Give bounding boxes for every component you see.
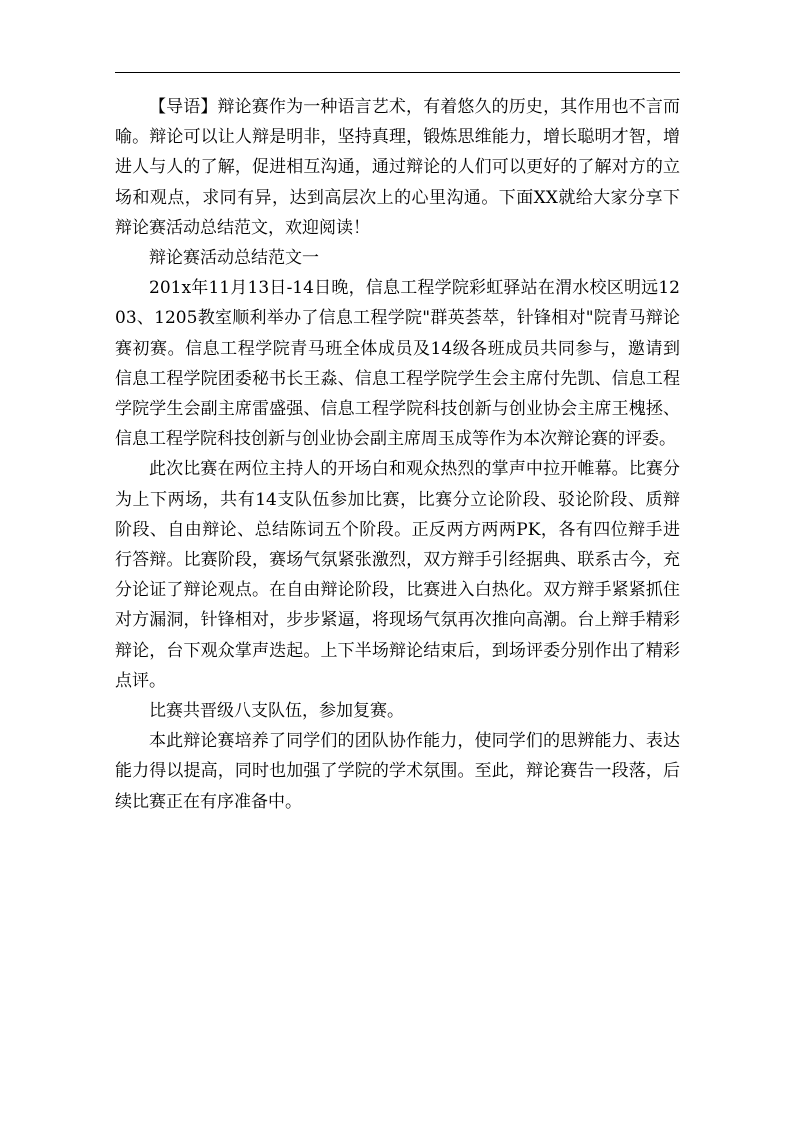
body-paragraph: 本此辩论赛培养了同学们的团队协作能力，使同学们的思辨能力、表达能力得以提高，同时也加强了学院的学术氛围。至此，辩论赛告一段落，后续比赛正在有序准备中。	[115, 731, 680, 812]
intro-paragraph: 【导语】辩论赛作为一种语言艺术，有着悠久的历史，其作用也不言而喻。辩论可以让人辩是明非，坚持真理，锻炼思维能力，增长聪明才智，增进人与人的了解，促进相互沟通，通过辩论的人们可以更好的了解对方的立场和观点，求同有异，达到高层次上的心里沟通。下面XX就给大家分享下辩论赛活动总结范文，欢迎阅读！	[115, 97, 680, 238]
body-paragraph: 201x年11月13日-14日晚，信息工程学院彩虹驿站在渭水校区明远1203、1205教室顺利举办了信息工程学院"群英荟萃，针锋相对"院青马辩论赛初赛。信息工程学院青马班全体成员及14级各班成员共同参与，邀请到信息工程学院团委秘书长王淼、信息工程学院学生会主席付先凯、信息工程学院学生会副主席雷盛强、信息工程学院科技创新与创业协会主席王槐拯、信息工程学院科技创新与创业协会副主席周玉成等作为本次辩论赛的评委。	[115, 278, 680, 450]
body-paragraph: 比赛共晋级八支队伍，参加复赛。	[149, 701, 404, 722]
section-heading: 辩论赛活动总结范文一	[149, 248, 319, 269]
body-paragraph: 此次比赛在两位主持人的开场白和观众热烈的掌声中拉开帷幕。比赛分为上下两场，共有14支队伍参加比赛，比赛分立论阶段、驳论阶段、质辩阶段、自由辩论、总结陈词五个阶段。正反两方两两PK，各有四位辩手进行答辩。比赛阶段，赛场气氛紧张激烈，双方辩手引经据典、联系古今，充分论证了辩论观点。在自由辩论阶段，比赛进入白热化。双方辩手紧紧抓住对方漏洞，针锋相对，步步紧逼，将现场气氛再次推向高潮。台上辩手精彩辩论，台下观众掌声迭起。上下半场辩论结束后，到场评委分别作出了精彩点评。	[115, 459, 680, 691]
header-rule	[115, 72, 680, 73]
document-body	[115, 92, 680, 817]
